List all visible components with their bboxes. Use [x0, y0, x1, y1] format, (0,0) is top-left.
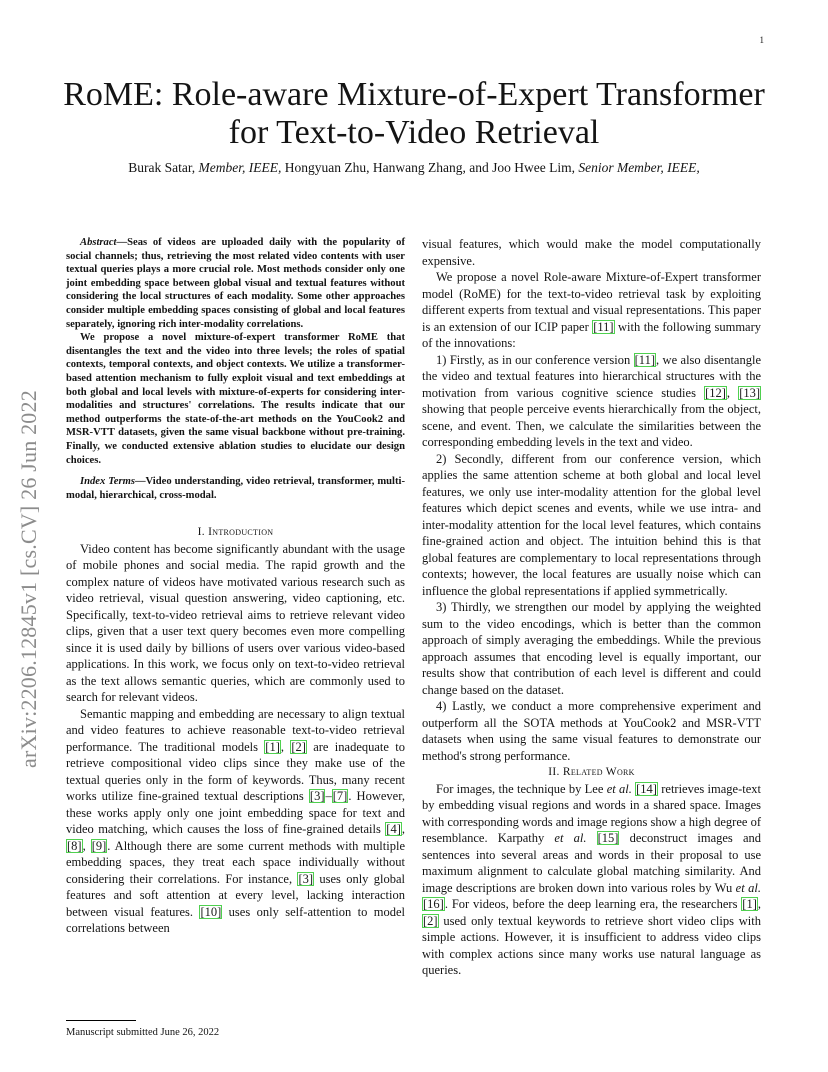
intro-paragraph-1: Video content has become significantly abundant with the usage of mobile phones and social media. The rapid growth and the complex nature of videos have motivated various research such as video retrieval, visual question answering, video captioning, etc. Specifically, text-to-video retrieval aims to retrieve relevant video clips, given that a user text query becomes even more compelling since it is used daily by billions of users over various video-based applications. In this work, we focus only on text-to-video retrieval as the text allows semantic queries, which are commonly used to search for relevant videos. — [66, 541, 405, 705]
right-column — [422, 236, 761, 979]
authors-middle: Hongyuan Zhu, Hanwang Zhang, and Joo Hwee Lim, — [284, 160, 575, 175]
citation-link[interactable]: [1] — [742, 897, 757, 911]
contribution-intro: We propose a novel Role-aware Mixture-of-Expert transformer model (RoME) for the text-to-video retrieval task by exploiting different experts from textual and visual representations. This paper is an extension of our ICIP paper [11] with the following summary of the innovations: — [422, 270, 762, 350]
index-terms-text: —Video understanding, video retrieval, transformer, multi-modal, hierarchical, cross-modal. — [66, 476, 405, 501]
section-title: Related Work — [562, 766, 635, 778]
section-title: Introduction — [208, 526, 274, 539]
citation-link[interactable]: [11] — [634, 352, 656, 367]
citation-link[interactable]: [15] — [597, 831, 619, 845]
section-heading-related-work — [422, 764, 761, 781]
citation-link[interactable]: [9] — [91, 838, 107, 853]
citation-link[interactable]: [2] — [291, 739, 306, 754]
citation-link[interactable]: [3] — [309, 789, 325, 804]
citation-link[interactable]: [10] — [200, 904, 222, 919]
index-terms-label: Index Terms — [80, 476, 135, 488]
citation-link[interactable]: [2] — [423, 913, 438, 928]
abstract-label: Abstract — [80, 237, 117, 248]
citation-link[interactable]: [4] — [386, 822, 401, 837]
footnote-text: Manuscript submitted June 26, 2022 — [66, 1027, 220, 1038]
section-heading-introduction — [66, 524, 405, 541]
section-number: I. — [197, 526, 205, 539]
contribution-2: 2) Secondly, different from our conference version, which applies the same attention scheme at both global and local level features, we only use inter-modality attention for the global level features which depict scenes and events, while we use intra- and inter-modality attention for the local level features, which contains fine-grained action and object. The intuition behind this is that global features are complementary to local representations through contexts; however, the local features are usually noise which can influence the global representations if applied symmetrically. — [422, 451, 761, 598]
page-number: 1 — [759, 35, 764, 45]
index-terms — [66, 475, 405, 502]
abstract-text-1: —Seas of videos are uploaded daily with the popularity of social channels; thus, retrieving the most related video contents with user textual queries plays a more crucial role. Most methods consider only one joint embedding space between global visual and textual features without considering the local structures of each modality. Some other approaches consider multiple embedding spaces consisting of global and local features separately, ignoring rich inter-modality correlations. — [66, 237, 405, 330]
title-line-1: RoME: Role-aware Mixture-of-Expert Transformer — [63, 76, 765, 113]
title-line-2: for Text-to-Video Retrieval — [228, 114, 600, 151]
continued-paragraph: visual features, which would make the model computationally expensive. — [422, 237, 761, 268]
citation-link[interactable]: [7] — [332, 789, 348, 804]
citation-link[interactable]: [14] — [636, 781, 657, 796]
author-list — [40, 160, 788, 176]
abstract-paragraph-1 — [66, 236, 405, 331]
contribution-4: 4) Lastly, we conduct a more comprehensive experiment and outperform all the SOTA methods at YouCook2 and MSR-VTT datasets when using the same visual features to demonstrate our method's strong performance. — [422, 699, 761, 763]
citation-link[interactable]: [11] — [593, 319, 614, 334]
intro-paragraph-2: Semantic mapping and embedding are necessary to align textual and video features to achieve reasonable text-to-video retrieval performance. The traditional models [1], [2] are inadequate to retrieve compositional video clips since they make use of the textual queries only in the form of keywords. Thus, many recent works utilize fine-grained textual descriptions [3]–[7]. However, these works apply only one joint embedding space for text and video matching, which causes the loss of fine-grained details [4], [8], [9]. Although there are some current methods with multiple embedding spaces, they treat each space individually without considering their correlations. For instance, [3] uses only global features and soft attention at every level, lacking interaction between visual features. [10] uses only self-attention to model correlations between — [66, 706, 406, 936]
paper-title — [40, 76, 788, 152]
author-1-role: Member, IEEE, — [198, 160, 282, 175]
left-column — [66, 236, 405, 937]
contribution-3: 3) Thirdly, we strengthen our model by applying the weighted sum to the video encodings, which is better than the common approach of simply averaging the embeddings. While the previous approach assumes that encoding level is equally important, our results show that contribution of each level is different and could change based on the dataset. — [422, 600, 761, 697]
contribution-1: 1) Firstly, as in our conference version [11], we also disentangle the video and textual features into hierarchical structures with the motivation from various cognitive science studies [12], [13] showing that people perceive events hierarchically from the object, scene, and event. Then, we calculate the similarities between the corresponding embedding levels in the text and video. — [422, 352, 761, 449]
related-work-paragraph-1: For images, the technique by Lee et al. [14] retrieves image-text by embedding visual regions and words in a shared space. Images with corresponding words and image regions show a high degree of resemblance. Karpathy et al. [15] deconstruct images and sentences into several areas and words in their proposal to use maximum alignment to calculate global matching similarity. And image descriptions are broken down into various roles by Wu et al. [16]. For videos, before the deep learning era, the researchers [1], [2] used only textual keywords to retrieve short video clips with simple actions. However, it is insufficient to address video clips with complex actions since many works use natural language as queries. — [422, 781, 762, 977]
author-1: Burak Satar, — [128, 160, 196, 175]
citation-link[interactable]: [1] — [265, 739, 280, 754]
citation-link[interactable]: [13] — [739, 385, 761, 400]
abstract-paragraph-2: We propose a novel mixture-of-expert transformer RoME that disentangles the text and the video into three levels; the roles of spatial contexts, temporal contexts, and object contexts. We utilize a transformer-based attention mechanism to fully exploit visual and text embeddings at both global and local levels with mixture-of-experts for considering inter-modalities and structures' correlations. The results indicate that our method outperforms the state-of-the-art methods on the YouCook2 and MSR-VTT datasets, given the same visual backbone without pre-training. Finally, we conducted extensive ablation studies to elucidate our design choices. — [66, 332, 405, 466]
author-4-role: Senior Member, IEEE, — [578, 160, 700, 175]
citation-link[interactable]: [3] — [298, 871, 314, 886]
abstract — [66, 236, 405, 502]
footnote-rule — [66, 1020, 136, 1021]
footnote — [66, 1020, 405, 1038]
arxiv-identifier: arXiv:2206.12845v1 [cs.CV] 26 Jun 2022 — [16, 390, 41, 768]
citation-link[interactable]: [8] — [67, 838, 82, 853]
section-number: II. — [548, 766, 560, 778]
citation-link[interactable]: [12] — [705, 385, 726, 400]
citation-link[interactable]: [16] — [423, 897, 444, 911]
